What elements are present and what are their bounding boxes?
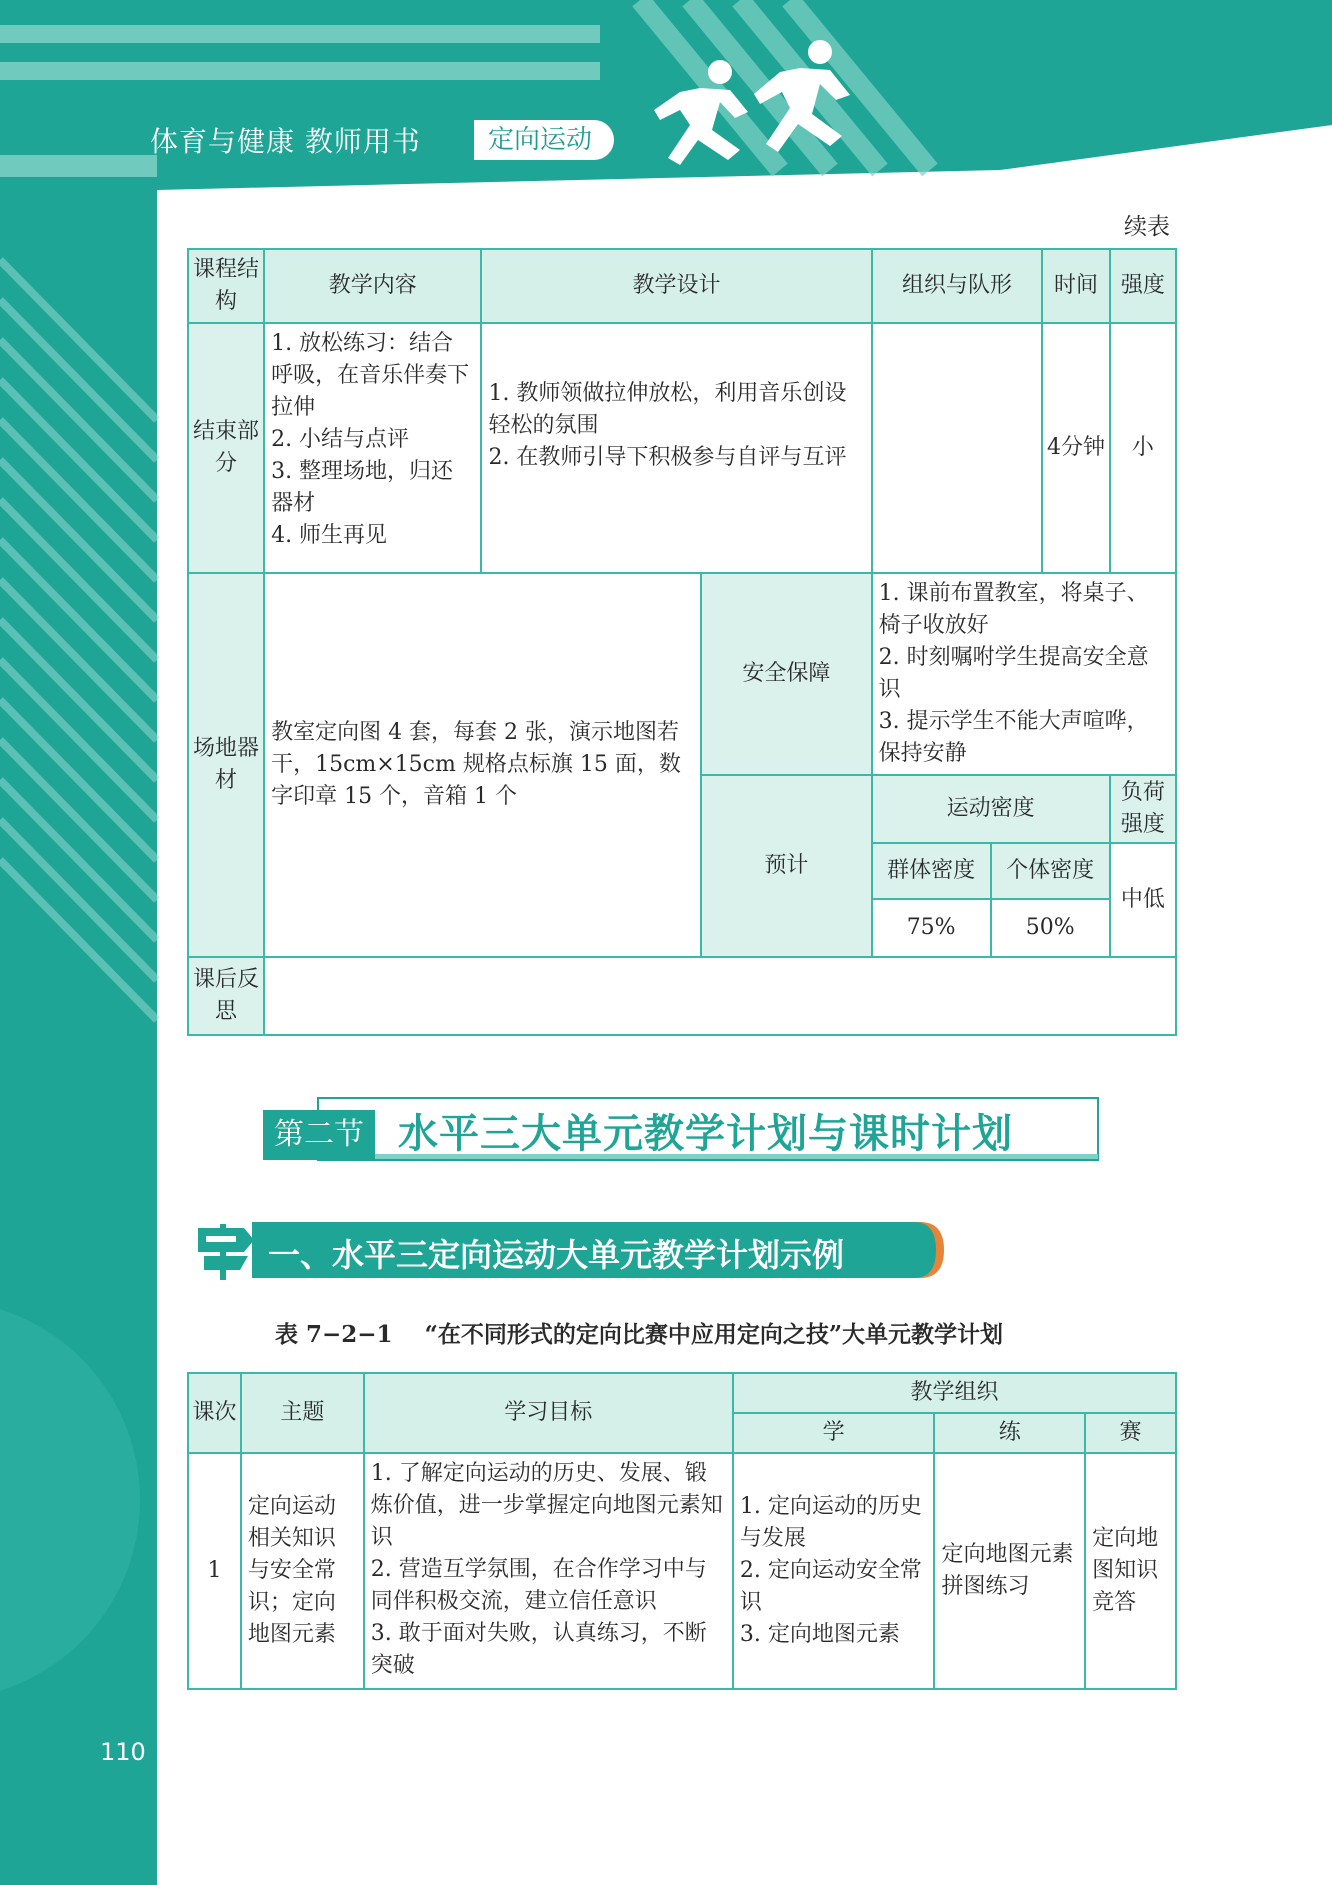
venue-label: 场地器材 — [188, 573, 264, 957]
learn-item: 3. 定向地图元素 — [739, 1622, 900, 1647]
venue-content: 教室定向图 4 套，每套 2 张，演示地图若干，15cm×15cm 规格点标旗 15 面，数字印章 15 个，音箱 1 个 — [264, 573, 701, 957]
estimate-label: 预计 — [701, 775, 872, 957]
learn-cell — [733, 1453, 935, 1689]
header-objectives: 学习目标 — [364, 1373, 733, 1453]
unit-plan-table — [187, 1372, 1177, 1690]
individual-density-label: 个体密度 — [992, 844, 1109, 898]
theme-cell: 定向运动相关知识与安全常识；定向地图元素 — [241, 1453, 364, 1689]
load-label: 负荷强度 — [1110, 775, 1176, 843]
header-time: 时间 — [1042, 249, 1109, 323]
learn-item: 1. 定向运动的历史与发展 — [739, 1494, 922, 1551]
section-badge: 第二节 — [263, 1110, 375, 1160]
header-intensity: 强度 — [1110, 249, 1176, 323]
continued-label: 续表 — [1124, 214, 1170, 240]
subsection-title: 一、水平三定向运动大单元教学计划示例 — [268, 1236, 845, 1274]
header-lesson: 课次 — [188, 1373, 241, 1453]
end-content-item: 4. 师生再见 — [271, 523, 388, 548]
end-organization-cell — [872, 323, 1043, 573]
table-caption: 表 7−2−1 “在不同形式的定向比赛中应用定向之技”大单元教学计划 — [275, 1321, 1004, 1348]
lesson-plan-table — [187, 248, 1177, 1036]
safety-item: 2. 时刻嘱咐学生提高安全意识 — [878, 645, 1149, 702]
header-practice: 练 — [934, 1413, 1085, 1453]
end-section-label: 结束部分 — [188, 323, 264, 573]
safety-cell — [872, 573, 1176, 775]
header-design: 教学设计 — [481, 249, 871, 323]
end-content-item: 3. 整理场地，归还器材 — [271, 459, 454, 516]
group-density-label: 群体密度 — [873, 844, 992, 898]
header-content: 教学内容 — [264, 249, 481, 323]
end-design-item: 1. 教师领做拉伸放松，利用音乐创设轻松的氛围 — [488, 381, 847, 438]
safety-label: 安全保障 — [701, 573, 872, 775]
end-content-item: 2. 小结与点评 — [271, 427, 410, 452]
reflection-label: 课后反思 — [188, 957, 264, 1035]
objectives-cell — [364, 1453, 733, 1689]
objective-item: 3. 敢于面对失败，认真练习，不断突破 — [370, 1621, 707, 1678]
header-organization: 教学组织 — [733, 1373, 1176, 1413]
reflection-content — [264, 957, 1176, 1035]
header-learn: 学 — [733, 1413, 935, 1453]
safety-item: 1. 课前布置教室，将桌子、椅子收放好 — [878, 581, 1149, 638]
objective-item: 2. 营造互学氛围，在合作学习中与同伴积极交流，建立信任意识 — [370, 1557, 707, 1614]
density-label: 运动密度 — [872, 775, 1110, 843]
learn-item: 2. 定向运动安全常识 — [739, 1558, 922, 1615]
header-theme: 主题 — [241, 1373, 364, 1453]
practice-cell: 定向地图元素拼图练习 — [934, 1453, 1085, 1689]
safety-item: 3. 提示学生不能大声喧哗，保持安静 — [878, 709, 1149, 766]
section-title: 水平三大单元教学计划与课时计划 — [398, 1111, 1013, 1157]
end-intensity: 小 — [1110, 323, 1176, 573]
lesson-number: 1 — [188, 1453, 241, 1689]
page-number: 110 — [100, 1738, 146, 1766]
header-organization: 组织与队形 — [872, 249, 1043, 323]
header-structure: 课程结构 — [188, 249, 264, 323]
end-design-cell — [481, 323, 871, 573]
compete-cell: 定向地图知识竞答 — [1085, 1453, 1176, 1689]
end-content-item: 1. 放松练习：结合呼吸，在音乐伴奏下拉伸 — [271, 331, 470, 420]
end-design-item: 2. 在教师引导下积极参与自评与互评 — [488, 445, 847, 470]
table-row — [188, 1453, 1176, 1689]
load-value: 中低 — [1110, 843, 1176, 957]
end-content-cell — [264, 323, 481, 573]
chapter-badge: 定向运动 — [474, 120, 614, 160]
individual-density-value: 50% — [1025, 915, 1075, 940]
group-density-value: 75% — [873, 900, 992, 956]
end-time: 4分钟 — [1042, 323, 1109, 573]
objective-item: 1. 了解定向运动的历史、发展、锻炼价值，进一步掌握定向地图元素知识 — [370, 1461, 723, 1550]
signpost-icon — [190, 1218, 260, 1282]
book-title: 体育与健康 教师用书 — [150, 125, 421, 158]
header-compete: 赛 — [1085, 1413, 1176, 1453]
density-values — [872, 843, 1110, 957]
